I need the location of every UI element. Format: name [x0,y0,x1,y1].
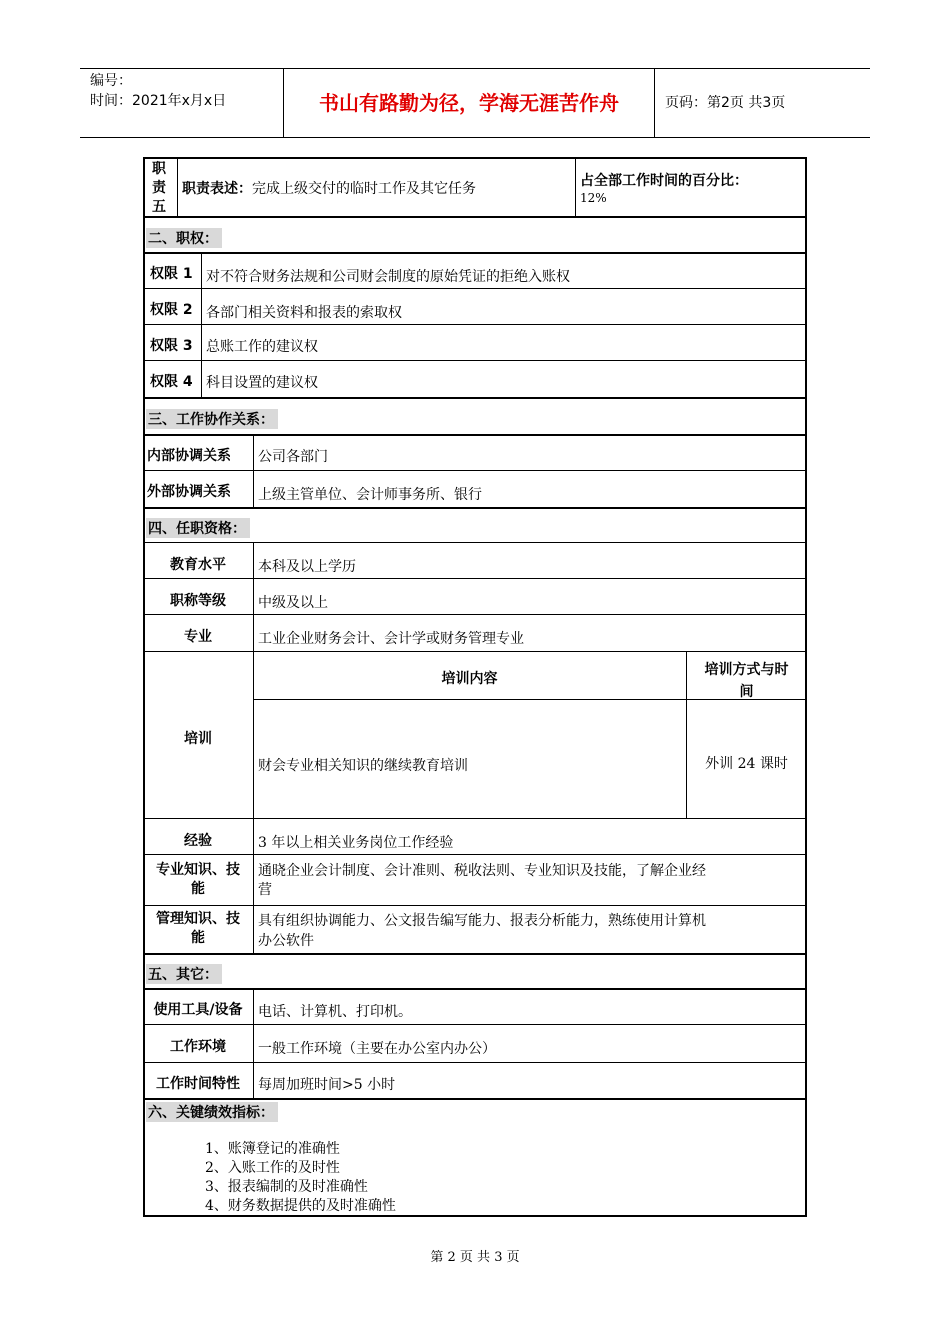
duty5-desc-label: 职责表述： [182,181,252,197]
training-method-text: 外训 24 课时 [705,756,788,772]
divider [143,578,807,579]
external-relation-text: 上级主管单位、会计师事务所、银行 [258,487,482,503]
section-title-other: 五、其它： [146,964,222,984]
environment-label: 工作环境 [170,1039,226,1055]
management-skill-text: 具有组织协调能力、公文报告编写能力、报表分析能力，熟练使用计算机 办公软件 [258,913,706,949]
management-skill-label: 管理知识、技 能 [156,911,240,946]
experience-text: 3 年以上相关业务岗位工作经验 [258,835,454,851]
divider [143,1062,807,1063]
tools-label: 使用工具/设备 [153,1002,243,1018]
training-content-header: 培训内容 [441,671,498,687]
external-relation-label: 外部协调关系 [147,484,231,500]
divider [143,1098,807,1100]
authority-3-text: 总账工作的建议权 [206,339,318,355]
authority-3-label: 权限 3 [150,338,193,354]
page-header [80,68,870,138]
experience-label: 经验 [184,833,212,849]
duty5-description [182,178,476,198]
authority-4-text: 科目设置的建议权 [206,375,318,391]
authority-2-text: 各部门相关资料和报表的索取权 [206,305,402,321]
list-item: 2、入账工作的及时性 [205,1160,340,1176]
divider [143,397,807,399]
divider [143,614,807,615]
divider [143,434,807,436]
header-meta [80,69,283,137]
tools-text: 电话、计算机、打印机。 [258,1004,412,1020]
divider [143,542,807,543]
internal-relation-text: 公司各部门 [258,449,328,465]
divider [143,252,807,254]
list-item: 4、财务数据提供的及时准确性 [205,1198,396,1214]
training-method-header: 培训方式与时 间 [704,662,789,700]
duty5-pct-label: 占全部工作时间的百分比： [580,173,748,189]
divider [143,651,807,652]
authority-1-text: 对不符合财务法规和公司财会制度的原始凭证的拒绝入账权 [206,269,570,285]
title-level-label: 职称等级 [170,593,226,609]
title-level-text: 中级及以上 [258,595,328,611]
section-title-qualification: 四、任职资格： [146,518,250,538]
authority-1-label: 权限 1 [150,266,193,282]
section-title-authority: 二、职权： [146,228,222,248]
divider [143,288,807,289]
training-label: 培训 [184,731,212,747]
environment-text: 一般工作环境（主要在办公室内办公） [258,1041,496,1057]
divider [143,360,807,361]
divider [143,324,807,325]
duty5-label: 职 责 五 [152,161,166,215]
divider [253,988,254,1098]
education-text: 本科及以上学历 [258,559,356,575]
divider [143,854,807,855]
list-item: 3、报表编制的及时准确性 [205,1179,368,1195]
divider [253,542,254,953]
divider [143,507,807,509]
section-title-kpi: 六、关键绩效指标： [146,1102,278,1122]
education-label: 教育水平 [170,557,226,573]
worktime-text: 每周加班时间>5 小时 [258,1077,396,1093]
professional-skill-label: 专业知识、技 能 [156,862,240,897]
divider [177,157,178,216]
divider [143,470,807,471]
training-content-text: 财会专业相关知识的继续教育培训 [258,758,468,774]
divider [143,216,807,218]
major-label: 专业 [184,629,212,645]
divider [143,988,807,990]
divider [575,157,576,216]
divider [143,953,807,955]
major-text: 工业企业财务会计、会计学或财务管理专业 [258,631,524,647]
internal-relation-label: 内部协调关系 [147,448,231,464]
divider [143,1024,807,1025]
page-indicator: 页码：第2页 共3页 [665,95,786,111]
code-label: 编号： [90,73,132,89]
list-item: 1、账簿登记的准确性 [205,1141,340,1157]
worktime-label: 工作时间特性 [156,1076,240,1092]
divider [143,818,807,819]
motto: 书山有路勤为径，学海无涯苦作舟 [283,69,655,137]
kpi-list [205,1140,396,1216]
duty5-pct-value: 12% [580,191,607,205]
date-text: 时间：2021年x月x日 [90,93,227,109]
professional-skill-text: 通晓企业会计制度、会计准则、税收法则、专业知识及技能，了解企业经 营 [258,863,706,898]
divider [143,905,807,906]
duty5-desc-text: 完成上级交付的临时工作及其它任务 [252,181,476,197]
authority-2-label: 权限 2 [150,302,193,318]
page-footer: 第 2 页 共 3 页 [430,1250,520,1265]
authority-4-label: 权限 4 [150,374,193,390]
section-title-collaboration: 三、工作协作关系： [146,409,278,429]
